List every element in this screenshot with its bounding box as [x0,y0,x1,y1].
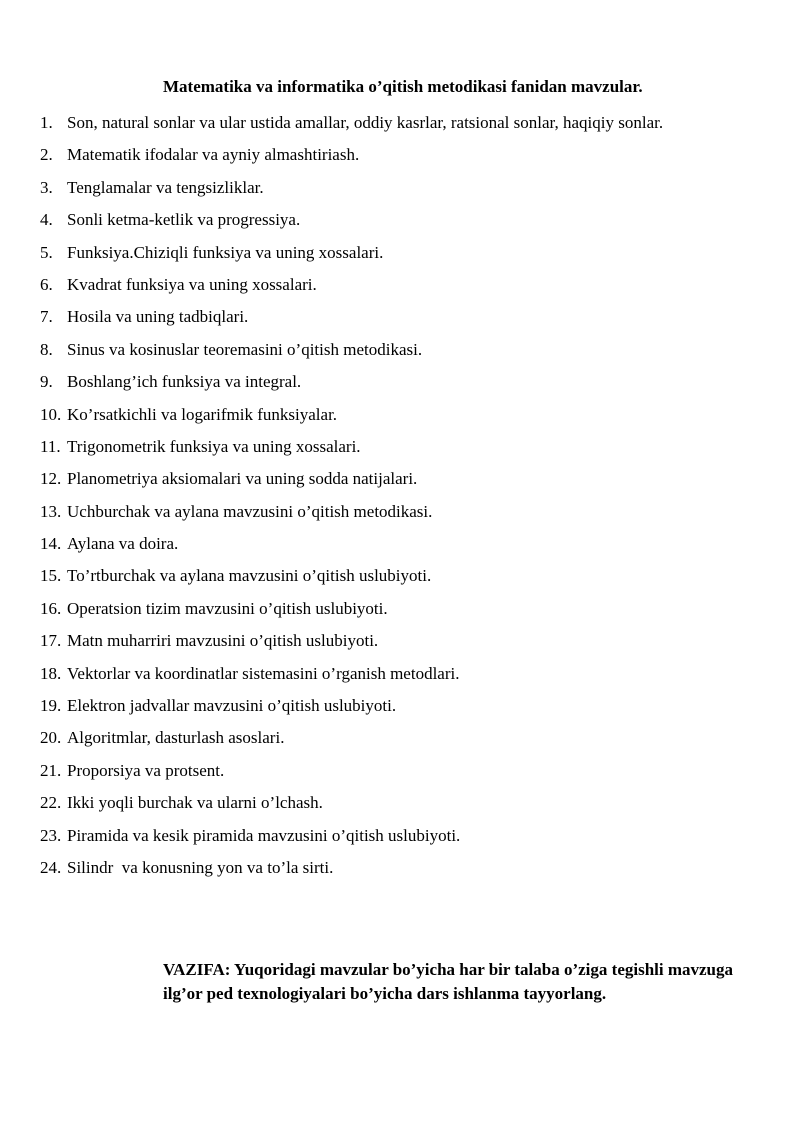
topic-item [40,436,663,468]
topic-item [40,825,663,857]
topic-number: 3. [40,177,53,197]
topic-number: 4. [40,210,53,230]
topic-text: Piramida va kesik piramida mavzusini o’qitish uslubiyoti. [67,825,461,845]
topic-item [40,598,663,630]
topic-text: Ikki yoqli burchak va ularni o’lchash. [67,793,323,813]
topic-item [40,306,663,338]
topic-item [40,177,663,209]
topic-number: 11. [40,436,61,456]
topic-text: Trigonometrik funksiya va uning xossalari. [67,436,361,456]
topic-text: Tenglamalar va tengsizliklar. [67,177,264,197]
topic-number: 18. [40,663,62,683]
topic-item [40,468,663,500]
topic-number: 24. [40,857,62,877]
topic-item [40,274,663,306]
topic-number: 9. [40,372,53,392]
topic-item [40,404,663,436]
topic-text: Aylana va doira. [67,534,179,554]
topic-number: 12. [40,469,62,489]
topic-number: 17. [40,631,62,651]
topic-text: Funksiya.Chiziqli funksiya va uning xossalari. [67,242,384,262]
topic-text: Sinus va kosinuslar teoremasini o’qitish metodikasi. [67,339,423,359]
topic-number: 6. [40,274,53,294]
topic-text: Proporsiya va protsent. [67,760,225,780]
topic-text: Kvadrat funksiya va uning xossalari. [67,274,317,294]
topic-text: Silindr va konusning yon va to’la sirti. [67,857,334,877]
topic-number: 14. [40,534,62,554]
topic-number: 19. [40,696,62,716]
document-title: Matematika va informatika o’qitish metodikasi fanidan mavzular. [163,77,643,96]
topic-number: 23. [40,825,62,845]
topic-number: 15. [40,566,62,586]
topic-item [40,209,663,241]
topic-item [40,565,663,597]
topic-text: Operatsion tizim mavzusini o’qitish uslubiyoti. [67,598,388,618]
topic-text: Planometriya aksiomalari va uning sodda natijalari. [67,469,418,489]
topic-item [40,533,663,565]
topic-text: Boshlang’ich funksiya va integral. [67,372,302,392]
topic-number: 13. [40,501,62,521]
topic-text: Sonli ketma-ketlik va progressiya. [67,210,301,230]
topic-number: 2. [40,145,53,165]
topic-number: 8. [40,339,53,359]
topic-number: 5. [40,242,53,262]
topic-text: Son, natural sonlar va ular ustida amallar, oddiy kasrlar, ratsional sonlar, haqiqiy sonlar. [67,113,664,132]
topic-text: Vektorlar va koordinatlar sistemasini o’rganish metodlari. [67,663,460,683]
task-paragraph: VAZIFA: Yuqoridagi mavzular bo’yicha har bir talaba o’ziga tegishli mavzuga ilg’or ped texnologiyalari bo’yicha dars ishlanma tayyorlang. [163,960,734,1003]
topic-text: To’rtburchak va aylana mavzusini o’qitish uslubiyoti. [67,566,432,586]
topic-number: 20. [40,728,62,748]
topic-number: 10. [40,404,62,424]
topic-item [40,501,663,533]
topic-item [40,112,663,144]
topic-item [40,857,663,889]
topic-item [40,792,663,824]
topic-text: Hosila va uning tadbiqlari. [67,307,249,327]
topic-item [40,339,663,371]
topic-item [40,663,663,695]
topic-item [40,727,663,759]
topic-text: Matn muharriri mavzusini o’qitish uslubiyoti. [67,631,379,651]
topic-item [40,760,663,792]
topic-number: 7. [40,307,53,327]
topic-text: Uchburchak va aylana mavzusini o’qitish metodikasi. [67,501,433,521]
topic-number: 21. [40,760,62,780]
topic-list [40,112,663,889]
topic-item [40,242,663,274]
topic-number: 22. [40,793,62,813]
topic-number: 1. [40,113,53,132]
topic-text: Ko’rsatkichli va logarifmik funksiyalar. [67,404,338,424]
topic-item [40,371,663,403]
topic-item [40,695,663,727]
topic-text: Matematik ifodalar va ayniy almashtiriash. [67,145,360,165]
topic-text: Algoritmlar, dasturlash asoslari. [67,728,285,748]
topic-item [40,630,663,662]
topic-text: Elektron jadvallar mavzusini o’qitish uslubiyoti. [67,696,397,716]
topic-number: 16. [40,598,62,618]
topic-item [40,144,663,176]
